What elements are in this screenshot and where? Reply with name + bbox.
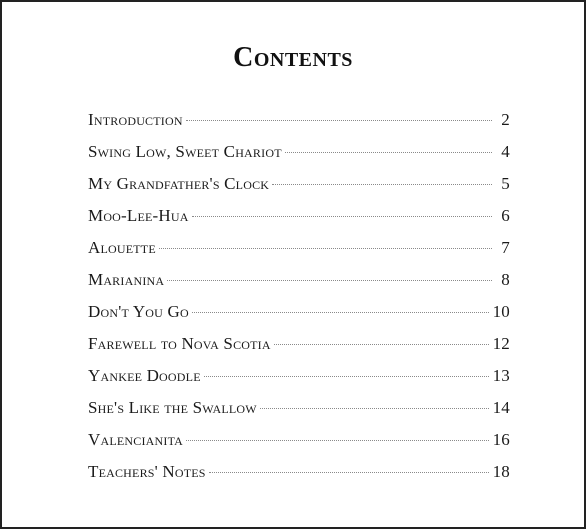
toc-page-number: 5 — [501, 174, 510, 193]
toc-entry-title: Moo-Lee-Hua — [88, 206, 189, 225]
dot-leader — [272, 184, 492, 185]
dot-leader — [192, 312, 489, 313]
toc-entry — [88, 270, 510, 302]
page-title: Contents — [233, 42, 353, 73]
toc-entry-title: Swing Low, Sweet Chariot — [88, 142, 282, 161]
dot-leader — [274, 344, 489, 345]
table-of-contents — [88, 110, 510, 494]
dot-leader — [186, 120, 492, 121]
toc-page-number: 7 — [501, 238, 510, 257]
toc-entry-title: She's Like the Swallow — [88, 398, 257, 417]
dot-leader — [204, 376, 489, 377]
toc-entry — [88, 462, 510, 494]
toc-page-number: 10 — [492, 302, 510, 321]
toc-page-number: 14 — [492, 398, 510, 417]
toc-entry — [88, 206, 510, 238]
toc-page-number: 8 — [501, 270, 510, 289]
toc-entry-title: Marianina — [88, 270, 165, 289]
toc-entry — [88, 430, 510, 462]
toc-entry — [88, 110, 510, 142]
toc-page-number: 16 — [492, 430, 510, 449]
toc-entry — [88, 334, 510, 366]
toc-page-number: 13 — [492, 366, 510, 385]
toc-entry — [88, 238, 510, 270]
toc-entry-title: Yankee Doodle — [88, 366, 201, 385]
toc-entry-title: Teachers' Notes — [88, 462, 206, 481]
toc-page-number: 18 — [492, 462, 510, 481]
dot-leader — [192, 216, 492, 217]
toc-entry-title: Alouette — [88, 238, 156, 257]
toc-page-number: 4 — [501, 142, 510, 161]
toc-entry-title: My Grandfather's Clock — [88, 174, 270, 193]
toc-entry-title: Farewell to Nova Scotia — [88, 334, 271, 353]
toc-entry-title: Valencianita — [88, 430, 184, 449]
toc-page-number: 2 — [501, 110, 510, 129]
dot-leader — [209, 472, 489, 473]
dot-leader — [260, 408, 489, 409]
toc-entry — [88, 302, 510, 334]
toc-entry-title: Don't You Go — [88, 302, 189, 321]
dot-leader — [285, 152, 492, 153]
toc-entry — [88, 142, 510, 174]
toc-entry — [88, 174, 510, 206]
dot-leader — [186, 440, 489, 441]
dot-leader — [159, 248, 492, 249]
toc-entry — [88, 366, 510, 398]
toc-page-number: 12 — [492, 334, 510, 353]
toc-page-number: 6 — [501, 206, 510, 225]
toc-entry-title: Introduction — [88, 110, 183, 129]
toc-entry — [88, 398, 510, 430]
dot-leader — [167, 280, 492, 281]
